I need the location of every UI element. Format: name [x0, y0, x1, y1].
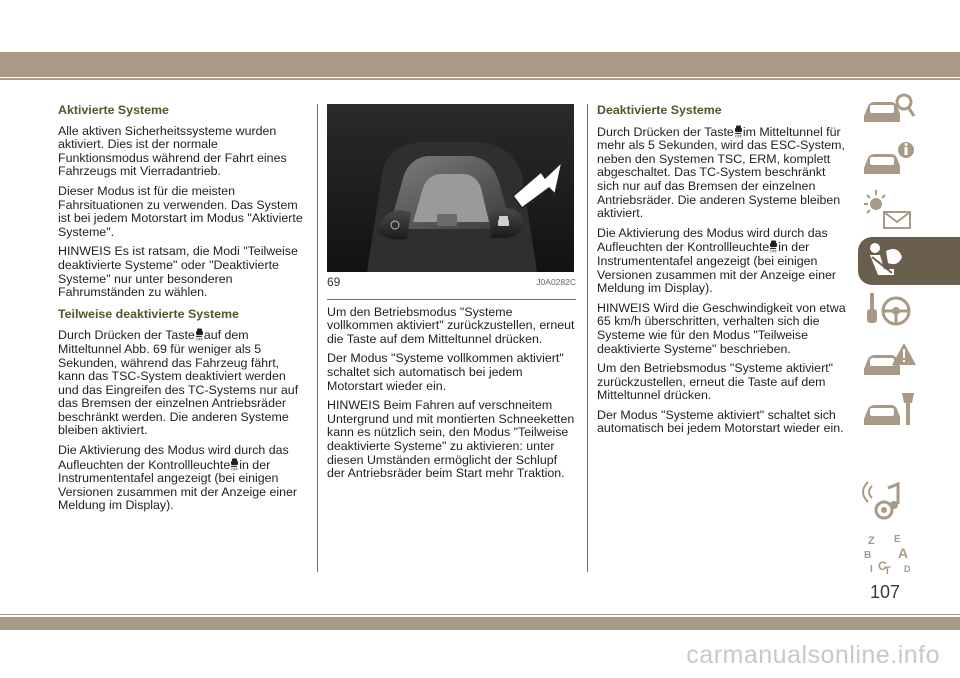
- footer-band: [0, 617, 960, 630]
- seat-airbag-icon: [858, 237, 918, 285]
- tab-index[interactable]: [858, 530, 960, 578]
- index-letter: D: [904, 564, 911, 574]
- svg-text:OFF: OFF: [734, 134, 742, 138]
- index-letter: C: [878, 559, 887, 573]
- tab-warning-lights[interactable]: [858, 186, 960, 234]
- watermark: carmanualsonline.info: [686, 641, 940, 669]
- esc-off-icon: [734, 125, 743, 138]
- column-divider: [587, 104, 588, 572]
- car-wrench-icon: [858, 387, 918, 435]
- warning-light-envelope-icon: [858, 186, 918, 234]
- figure-center-console-button: [327, 104, 574, 272]
- tab-emergency[interactable]: [858, 337, 960, 385]
- svg-text:OFF: OFF: [195, 337, 203, 342]
- left-column: [58, 104, 308, 519]
- index-letter: I: [870, 564, 873, 575]
- car-info-icon: [858, 136, 918, 184]
- console-photo: [327, 104, 574, 272]
- index-letter: B: [864, 550, 872, 561]
- tab-multimedia[interactable]: [858, 478, 960, 526]
- right-column: [597, 104, 847, 442]
- esc-off-icon: [769, 240, 778, 253]
- key-steering-wheel-icon: [858, 287, 918, 335]
- multimedia-icon: [858, 478, 918, 526]
- figure-number: 69: [327, 275, 341, 289]
- note-paragraph: HINWEIS Es ist ratsam, die Modi "Teilweise deaktivierte Systeme" oder "Deaktivierte Systeme" nur unter besonderen Fahrumständen zu wählen.: [58, 244, 298, 300]
- tab-car-info[interactable]: [858, 136, 960, 184]
- paragraph: Durch Drücken der Taste OFF im Mitteltunnel für mehr als 5 Sekunden, wird das ESC-System, neben den Systemen TSC, ERM, komplett abgeschaltet. Das TC-System beschränkt sich nur auf das Bremsen der einzelnen Antriebsräder. Die anderen Systeme bleiben aktiviert.: [597, 124, 845, 221]
- middle-column: [327, 104, 576, 487]
- paragraph: Der Modus "Systeme vollkommen aktiviert" schaltet sich automatisch bei jedem Motorstart wieder ein.: [327, 351, 564, 393]
- paragraph: Der Modus "Systeme aktiviert" schaltet sich automatisch bei jedem Motorstart wieder ein.: [597, 407, 844, 436]
- esc-off-icon: [230, 458, 239, 471]
- header-band: [0, 52, 960, 77]
- index-letter: E: [894, 534, 901, 545]
- index-letters-icon: [858, 530, 918, 578]
- figure-caption: [327, 276, 576, 290]
- paragraph: Durch Drücken der Taste OFF auf dem Mitteltunnel Abb. 69 für weniger als 5 Sekunden, während das Fahrzeug fährt, kann das TSC-System deaktiviert werden und das Eingreifen des TC-Systems nur auf das Bremsen der einzelnen Antriebsräder beschränkt werden. Die anderen Systeme bleiben aktiviert.: [58, 328, 299, 438]
- note-paragraph: HINWEIS Beim Fahren auf verschneitem Untergrund und mit montierten Schneeketten kann es nützlich sein, den Modus "Teilweise deaktivierte Systeme" zu aktivieren: unter diesen Umständen ermöglicht der Schlupf der Antriebsräder beim Start mehr Traktion.: [327, 398, 575, 481]
- paragraph: Dieser Modus ist für die meisten Fahrsituationen zu verwenden. Das System ist bei jedem Motorstart im Modus "Aktivierte Systeme".: [58, 183, 303, 239]
- footer-rule: [0, 614, 960, 615]
- paragraph: Um den Betriebsmodus "Systeme aktiviert" zurückzustellen, erneut die Taste auf dem Mitteltunnel drücken.: [597, 361, 834, 403]
- paragraph: Um den Betriebsmodus "Systeme vollkommen aktiviert" zurückzustellen, erneut die Taste auf dem Mitteltunnel drücken.: [327, 304, 575, 346]
- paragraph: Alle aktiven Sicherheitssysteme wurden aktiviert. Dies ist der normale Funktionsmodus während der Fahrt eines Fahrzeugs mit Vierradantrieb.: [58, 123, 287, 179]
- figure-rule: [327, 299, 576, 300]
- note-paragraph: HINWEIS Wird die Geschwindigkeit von etwa 65 km/h überschritten, verhalten sich die Systeme wie für den Modus "Teilweise deaktivierte Systeme" beschrieben.: [597, 300, 846, 356]
- tab-car-magnifier[interactable]: [858, 86, 960, 134]
- tab-start-driving[interactable]: [858, 287, 960, 335]
- svg-text:OFF: OFF: [231, 467, 239, 471]
- car-magnifier-icon: [858, 86, 918, 134]
- column-divider: [317, 104, 318, 572]
- paragraph: Die Aktivierung des Modus wird durch das Aufleuchten der Kontrollleuchte OFF in der Instrumententafel angezeigt (bei einigen Versionen zusammen mit der Anzeige einer Meldung im Display).: [58, 443, 297, 513]
- heading-aktivierte-systeme: Aktivierte Systeme: [58, 103, 169, 117]
- index-letter: T: [884, 565, 891, 577]
- car-warning-triangle-icon: [858, 337, 918, 385]
- tab-safety[interactable]: [858, 237, 960, 285]
- esc-off-icon: [195, 328, 204, 341]
- index-letter: A: [898, 545, 909, 561]
- heading-teilweise-deaktiviert: Teilweise deaktivierte Systeme: [58, 306, 239, 321]
- tab-maintenance[interactable]: [858, 387, 960, 435]
- figure-code: J0A0282C: [536, 277, 576, 287]
- heading-deaktivierte-systeme: Deaktivierte Systeme: [597, 103, 722, 117]
- index-letter: Z: [868, 535, 875, 547]
- svg-text:OFF: OFF: [770, 249, 778, 254]
- header-rule: [0, 78, 960, 80]
- page-number: 107: [869, 582, 901, 602]
- paragraph: Die Aktivierung des Modus wird durch das Aufleuchten der Kontrollleuchte OFF in der Instrumententafel angezeigt (bei einigen Versionen zusammen mit der Anzeige einer Meldung im Display).: [597, 225, 836, 296]
